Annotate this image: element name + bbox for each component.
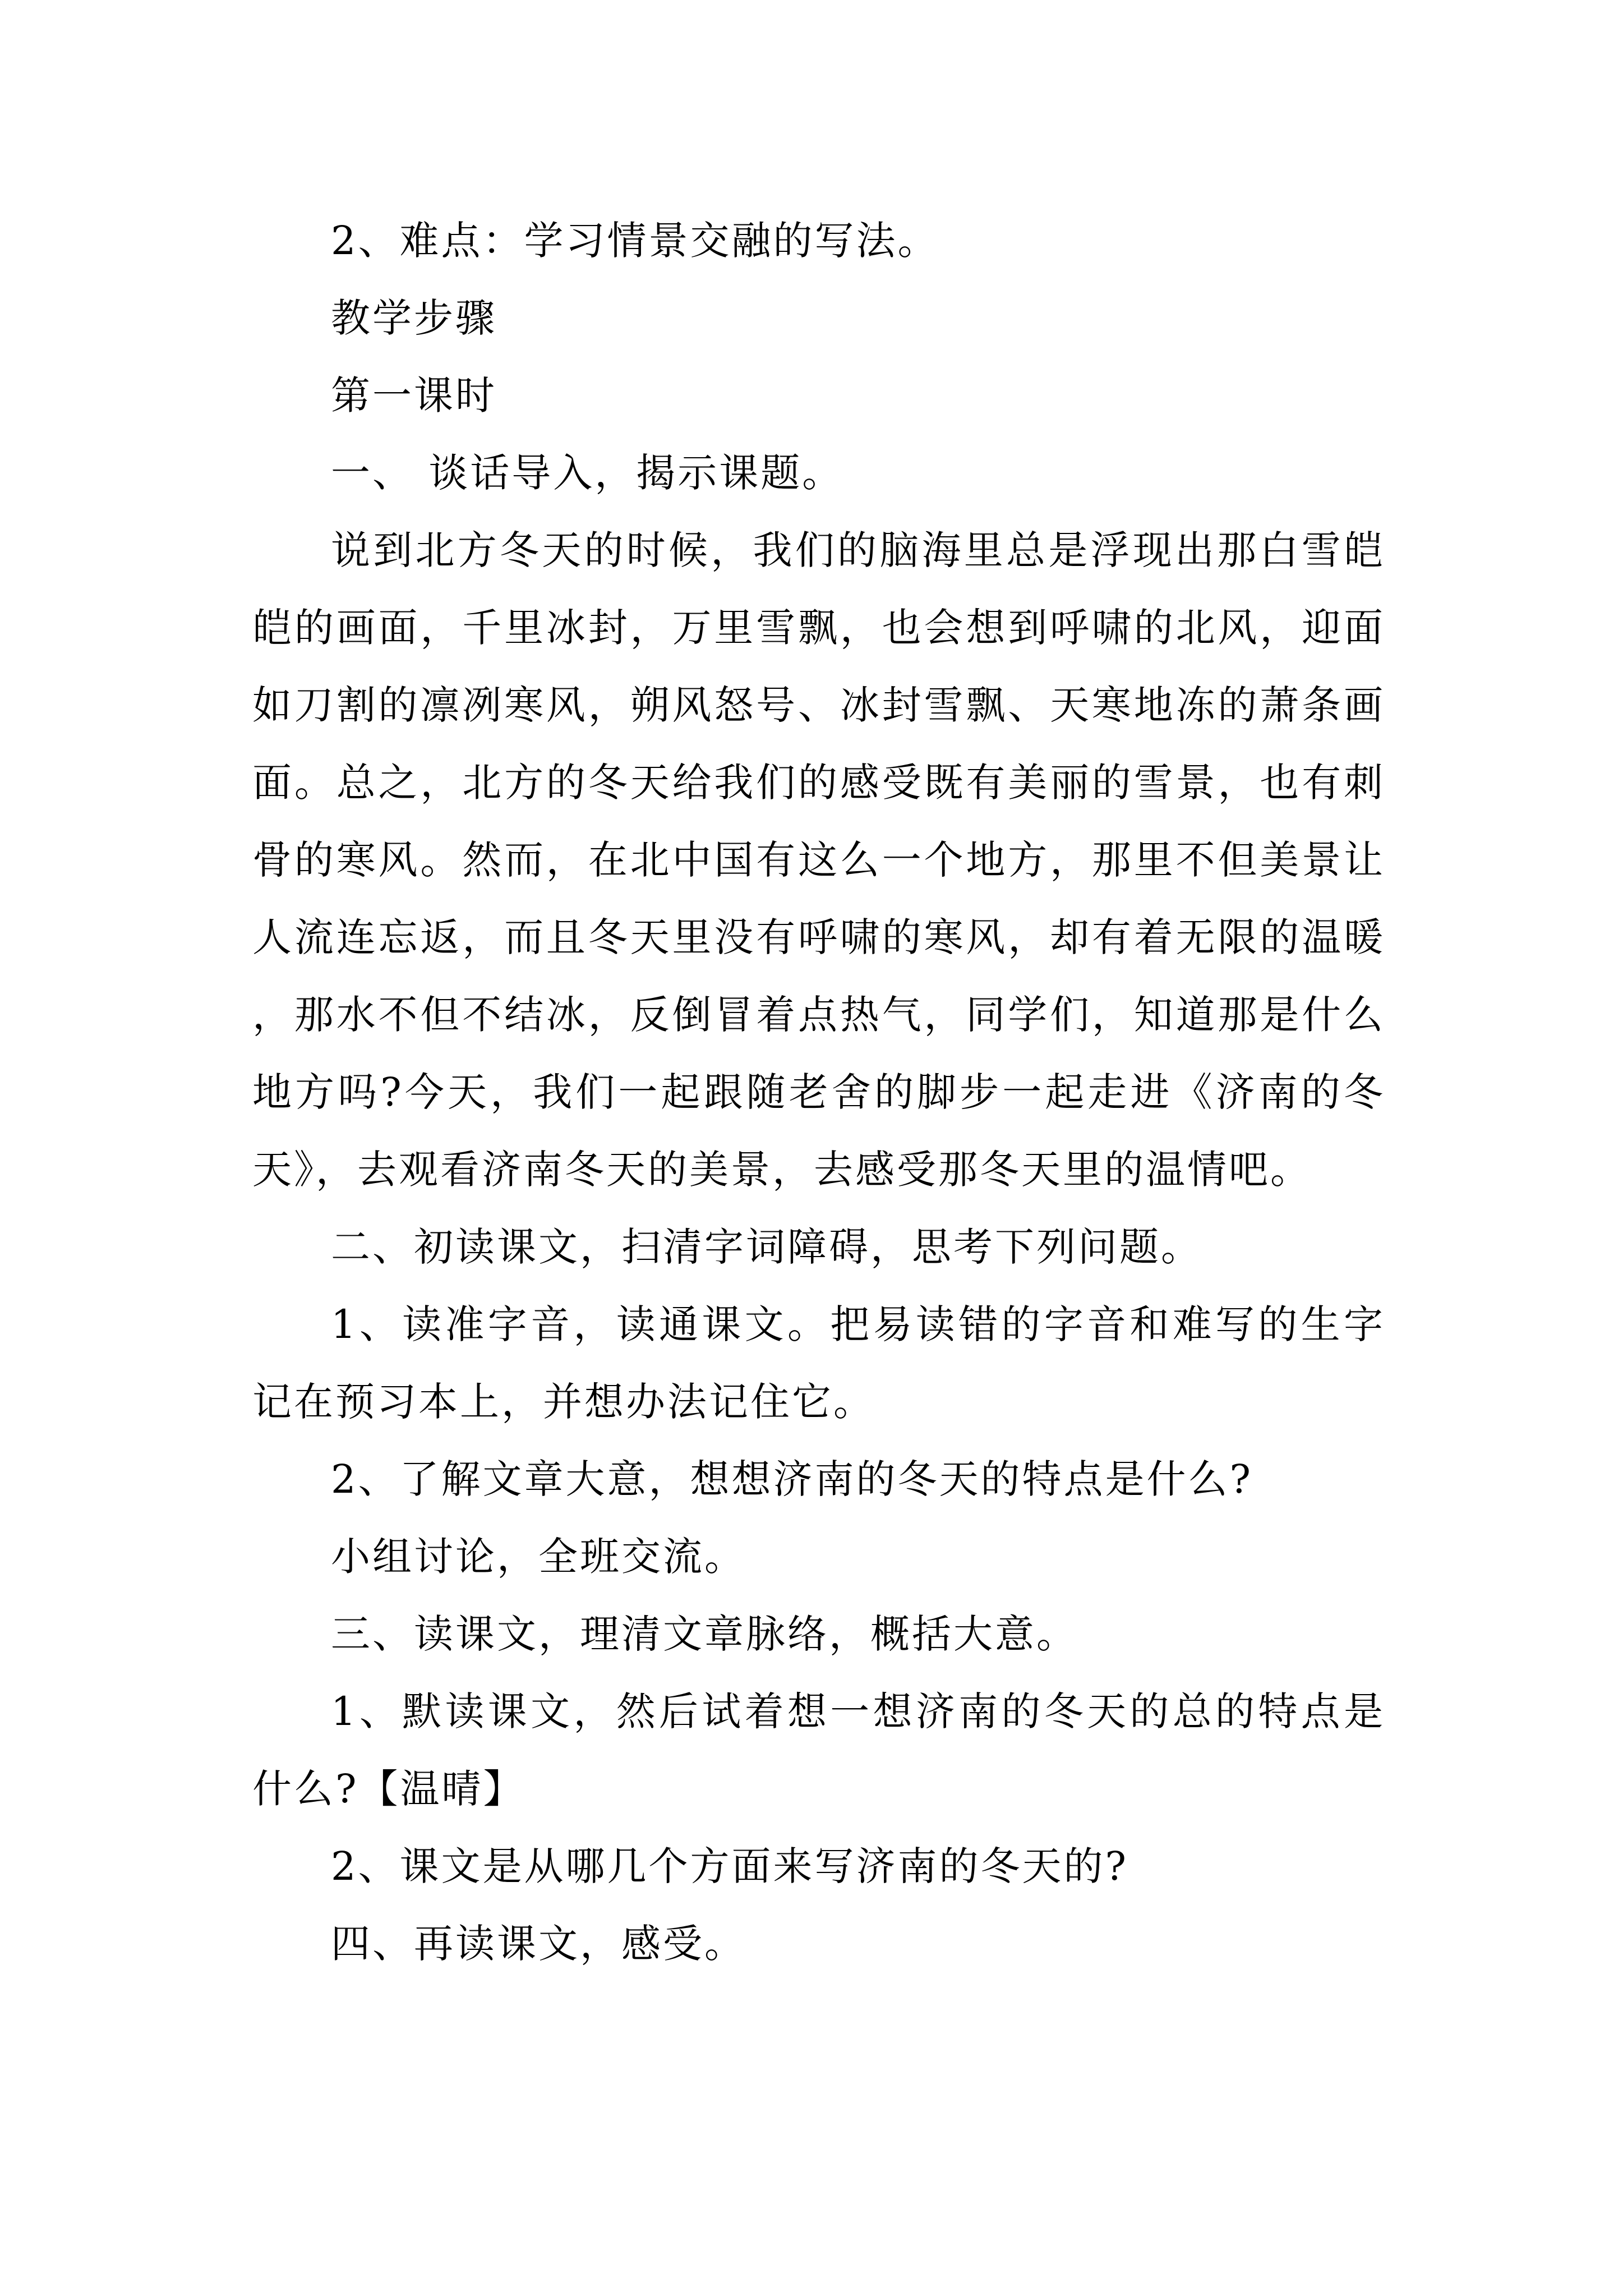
paragraph-section-2-item-1: 1、读准字音，读通课文。把易读错的字音和难写的生字记在预习本上，并想办法记住它。 [252,1301,1385,1425]
paragraph-section-2-heading: 二、初读课文，扫清字词障碍，思考下列问题。 [331,1224,1202,1270]
paragraph-section-1-heading: 一、 谈话导入，揭示课题。 [331,450,844,496]
paragraph-section-4-heading: 四、再读课文，感受。 [331,1921,746,1967]
paragraph-teaching-steps: 教学步骤 [331,295,497,341]
paragraph-difficulty: 2、难点：学习情景交融的写法。 [331,218,939,264]
paragraph-section-2-item-2: 2、了解文章大意，想想济南的冬天的特点是什么? [331,1456,1253,1502]
paragraph-introduction: 说到北方冬天的时候，我们的脑海里总是浮现出那白雪皑皑的画面，千里冰封，万里雪飘，也会想到呼啸的北风，迎面如刀割的凛冽寒风，朔风怒号、冰封雪飘、天寒地冻的萧条画面。总之，北方的冬天给我们的感受既有美丽的雪景，也有刺骨的寒风。然而，在北中国有这么一个地方，那里不但美景让人流连忘返，而且冬天里没有呼啸的寒风，却有着无限的温暖，那水不但不结冰，反倒冒着点热气，同学们，知道那是什么地方吗?今天，我们一起跟随老舍的脚步一起走进《济南的冬天》，去观看济南冬天的美景，去感受那冬天里的温情吧。 [252,527,1385,1193]
paragraph-section-3-item-2: 2、课文是从哪几个方面来写济南的冬天的? [331,1843,1129,1889]
document-body [252,202,1385,1982]
paragraph-first-lesson: 第一课时 [331,372,497,418]
paragraph-section-3-item-1: 1、默读课文，然后试着想一想济南的冬天的总的特点是什么?【温晴】 [252,1688,1385,1812]
paragraph-group-discussion: 小组讨论，全班交流。 [331,1534,746,1580]
paragraph-section-3-heading: 三、读课文，理清文章脉络，概括大意。 [331,1611,1078,1657]
